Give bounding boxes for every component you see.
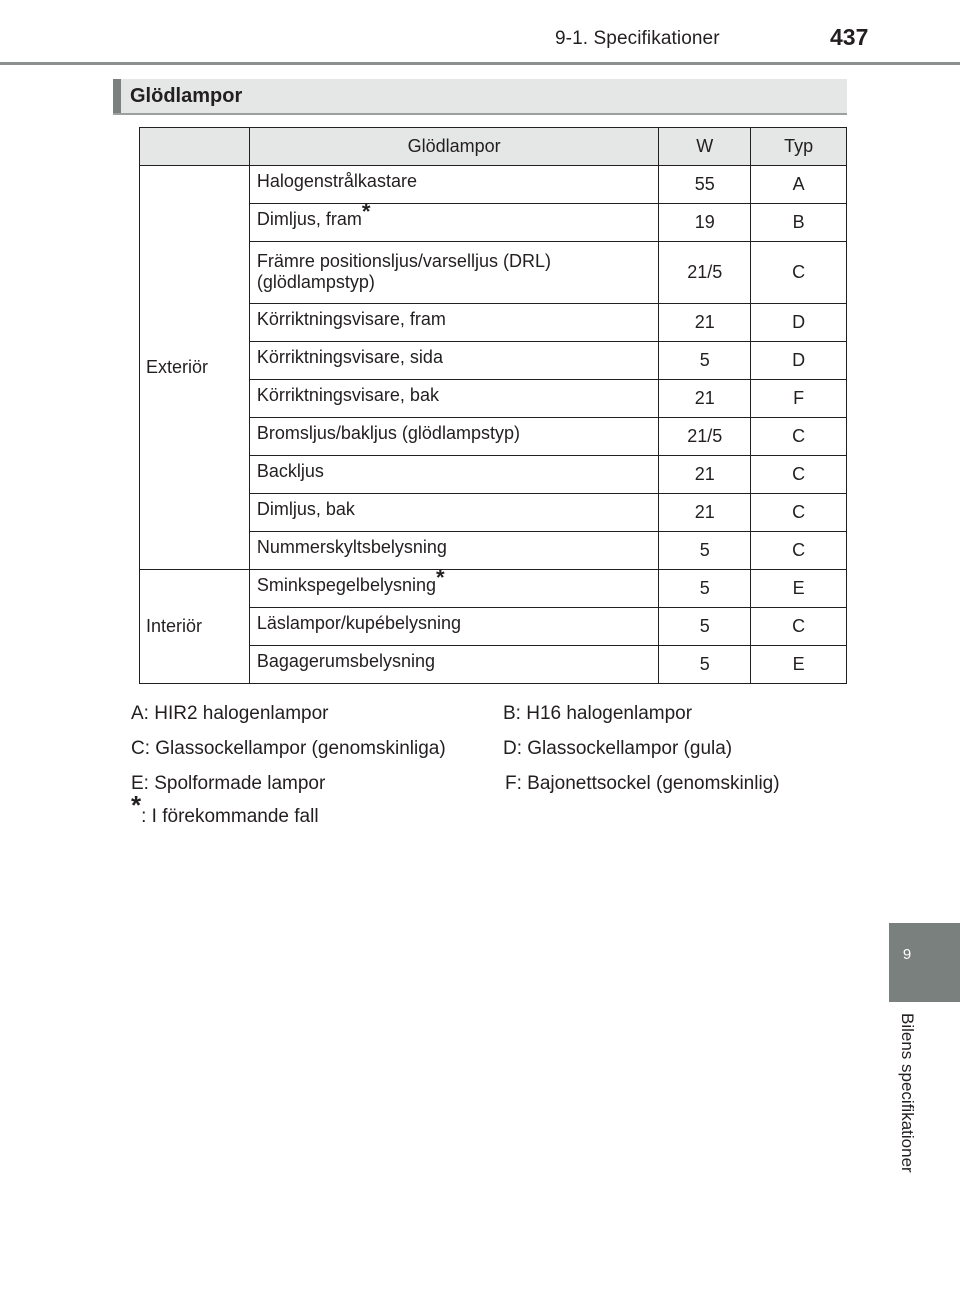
- column-header-type: Typ: [751, 128, 847, 166]
- bulb-type: E: [751, 570, 847, 608]
- bulb-name: Körriktningsvisare, bak: [249, 380, 658, 418]
- group-exterior: Exteriör: [140, 166, 250, 570]
- bulb-name: Sminkspegelbelysning*: [249, 570, 658, 608]
- bulb-type: C: [751, 494, 847, 532]
- bulb-watt: 5: [659, 570, 751, 608]
- bulb-type: C: [751, 532, 847, 570]
- section-heading: [113, 79, 847, 115]
- section-heading-underline: [113, 113, 847, 115]
- bulb-type: B: [751, 204, 847, 242]
- bulb-type: A: [751, 166, 847, 204]
- bulb-specification-table: [139, 127, 847, 684]
- footnote-asterisk: *: [435, 565, 445, 590]
- bulb-name: Dimljus, bak: [249, 494, 658, 532]
- legend-item-f: F: Bajonettsockel (genomskinlig): [505, 773, 780, 794]
- bulb-watt: 5: [659, 608, 751, 646]
- bulb-type: C: [751, 418, 847, 456]
- bulb-name: Körriktningsvisare, fram: [249, 304, 658, 342]
- bulb-watt: 21: [659, 494, 751, 532]
- column-header-watt: W: [659, 128, 751, 166]
- group-interior: Interiör: [140, 570, 250, 684]
- bulb-name: Bromsljus/bakljus (glödlampstyp): [249, 418, 658, 456]
- bulb-name: Körriktningsvisare, sida: [249, 342, 658, 380]
- footnote-symbol: *: [131, 790, 142, 820]
- bulb-type: F: [751, 380, 847, 418]
- table-row: [140, 166, 847, 204]
- legend-item-a: A: HIR2 halogenlampor: [131, 703, 329, 724]
- page-number: 437: [830, 24, 869, 50]
- bulb-watt: 5: [659, 532, 751, 570]
- bulb-name: Läslampor/kupébelysning: [249, 608, 658, 646]
- bulb-name: Backljus: [249, 456, 658, 494]
- table-row: [140, 570, 847, 608]
- bulb-type: D: [751, 304, 847, 342]
- bulb-watt: 21/5: [659, 418, 751, 456]
- header-divider: [0, 62, 960, 65]
- bulb-type: E: [751, 646, 847, 684]
- bulb-type: C: [751, 456, 847, 494]
- bulb-name: Främre positionsljus/varselljus (DRL) (glödlampstyp): [249, 242, 658, 304]
- legend-item-b: B: H16 halogenlampor: [503, 703, 693, 724]
- legend-item-e: E: Spolformade lampor: [131, 773, 326, 794]
- column-header-group: [140, 128, 250, 166]
- chapter-tab-label: Bilens specifikationer: [898, 1013, 917, 1173]
- legend-item-d: D: Glassockellampor (gula): [503, 738, 733, 759]
- bulb-watt: 21/5: [659, 242, 751, 304]
- footnote-asterisk: *: [361, 199, 371, 224]
- bulb-type: C: [751, 242, 847, 304]
- bulb-watt: 5: [659, 646, 751, 684]
- column-header-bulb: Glödlampor: [249, 128, 658, 166]
- section-heading-title: Glödlampor: [130, 85, 243, 107]
- header-section-title: 9-1. Specifikationer: [555, 28, 720, 49]
- bulb-watt: 19: [659, 204, 751, 242]
- bulb-type: C: [751, 608, 847, 646]
- footnote-text: : I förekommande fall: [141, 806, 319, 827]
- legend-item-c: C: Glassockellampor (genomskinliga): [131, 738, 446, 759]
- bulb-name: Halogenstrålkastare: [249, 166, 658, 204]
- bulb-watt: 55: [659, 166, 751, 204]
- footnote: [131, 790, 319, 828]
- bulb-watt: 21: [659, 380, 751, 418]
- bulb-name: Bagagerumsbelysning: [249, 646, 658, 684]
- chapter-tab-number: 9: [902, 946, 912, 963]
- section-heading-accent-bar: [113, 79, 121, 115]
- bulb-name: Nummerskyltsbelysning: [249, 532, 658, 570]
- bulb-type: D: [751, 342, 847, 380]
- table-header-row: [140, 128, 847, 166]
- bulb-watt: 21: [659, 456, 751, 494]
- bulb-watt: 21: [659, 304, 751, 342]
- bulb-name: Dimljus, fram*: [249, 204, 658, 242]
- bulb-watt: 5: [659, 342, 751, 380]
